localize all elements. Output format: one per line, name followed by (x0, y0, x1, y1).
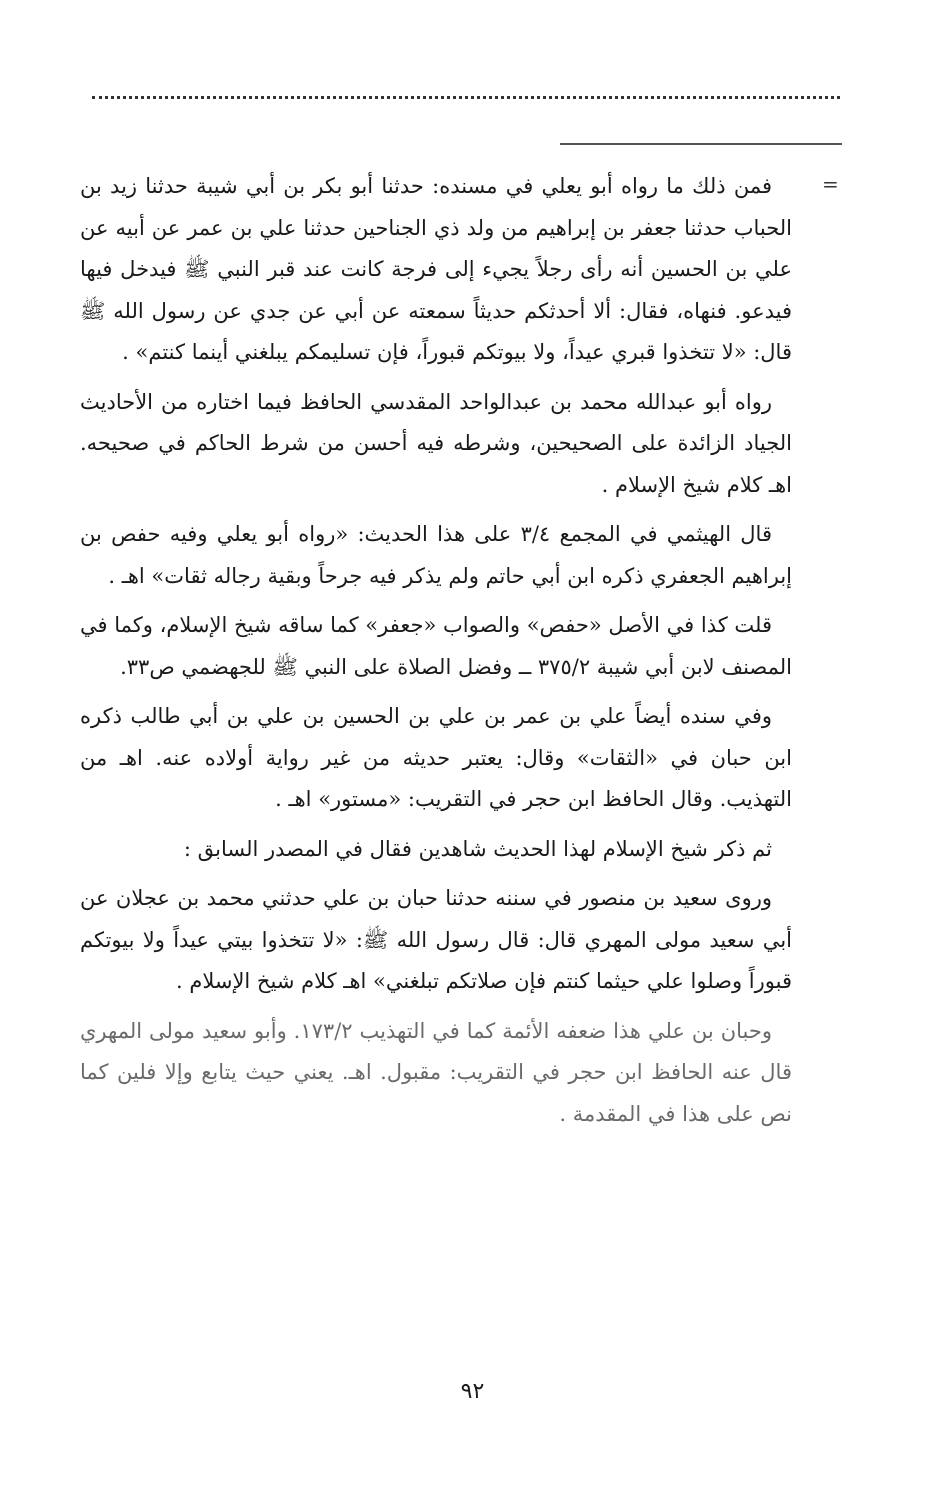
paragraph-5: وفي سنده أيضاً علي بن عمر بن علي بن الحسين بن علي بن أبي طالب ذكره ابن حبان في «الثقات» وقال: يعتبر حديثه من غير رواية أولاده عنه. اهـ من التهذيب. وقال الحافظ ابن حجر في التقريب: «مستور» اهـ . (80, 704, 792, 811)
paragraph-2: رواه أبو عبدالله محمد بن عبدالواحد المقدسي الحافظ فيما اختاره من الأحاديث الجياد الزائدة على الصحيحين، وشرطه فيه أحسن من شرط الحاكم في صحيحه. اهـ كلام شيخ الإسلام . (80, 389, 792, 497)
footnote-separator-rule (560, 143, 842, 145)
paragraph-8: وحبان بن علي هذا ضعفه الأئمة كما في التهذيب ١٧٣/٢. وأبو سعيد مولى المهري قال عنه الحافظ ابن حجر في التقريب: مقبول. اهـ. يعني حيث يتابع وإلا فلين كما نص على هذا في المقدمة . (80, 1018, 792, 1126)
footnote-body (80, 166, 792, 1143)
paragraph-6: ثم ذكر شيخ الإسلام لهذا الحديث شاهدين فقال في المصدر السابق : (183, 836, 772, 861)
paragraph-7: وروى سعيد بن منصور في سننه حدثنا حبان بن علي حدثني محمد بن عجلان عن أبي سعيد مولى المهري قال: قال رسول الله ﷺ: «لا تتخذوا بيتي عيداً ولا بيوتكم قبوراً وصلوا علي حيثما كنتم فإن صلاتكم تبلغني» اهـ كلام شيخ الإسلام . (80, 886, 792, 993)
header-dotted-rule (92, 96, 840, 99)
page-number: ٩٢ (460, 1379, 485, 1404)
paragraph-4: قلت كذا في الأصل «حفص» والصواب «جعفر» كما ساقه شيخ الإسلام، وكما في المصنف لابن أبي شيبة ٣٧٥/٢ ــ وفضل الصلاة على النبي ﷺ للجهضمي ص٣٣. (80, 613, 792, 679)
paragraph-3: قال الهيثمي في المجمع ٣/٤ على هذا الحديث: «رواه أبو يعلي وفيه حفص بن إبراهيم الجعفري ذكره ابن أبي حاتم ولم يذكر فيه جرحاً وبقية رجاله ثقات» اهـ . (80, 522, 792, 588)
footnote-continuation-mark: = (822, 172, 839, 196)
paragraph-1: فمن ذلك ما رواه أبو يعلي في مسنده: حدثنا أبو بكر بن أبي شيبة حدثنا زيد بن الحباب حدثنا جعفر بن إبراهيم من ولد ذي الجناحين حدثنا علي بن عمر عن أبيه عن علي بن الحسين أنه رأى رجلاً يجيء إلى فرجة كانت عند قبر النبي ﷺ فيدخل فيها فيدعو. فنهاه، فقال: ألا أحدثكم حديثاً سمعته عن أبي عن جدي عن رسول الله ﷺ قال: «لا تتخذوا قبري عيداً، ولا بيوتكم قبوراً، فإن تسليمكم يبلغني أينما كنتم» . (80, 174, 792, 364)
